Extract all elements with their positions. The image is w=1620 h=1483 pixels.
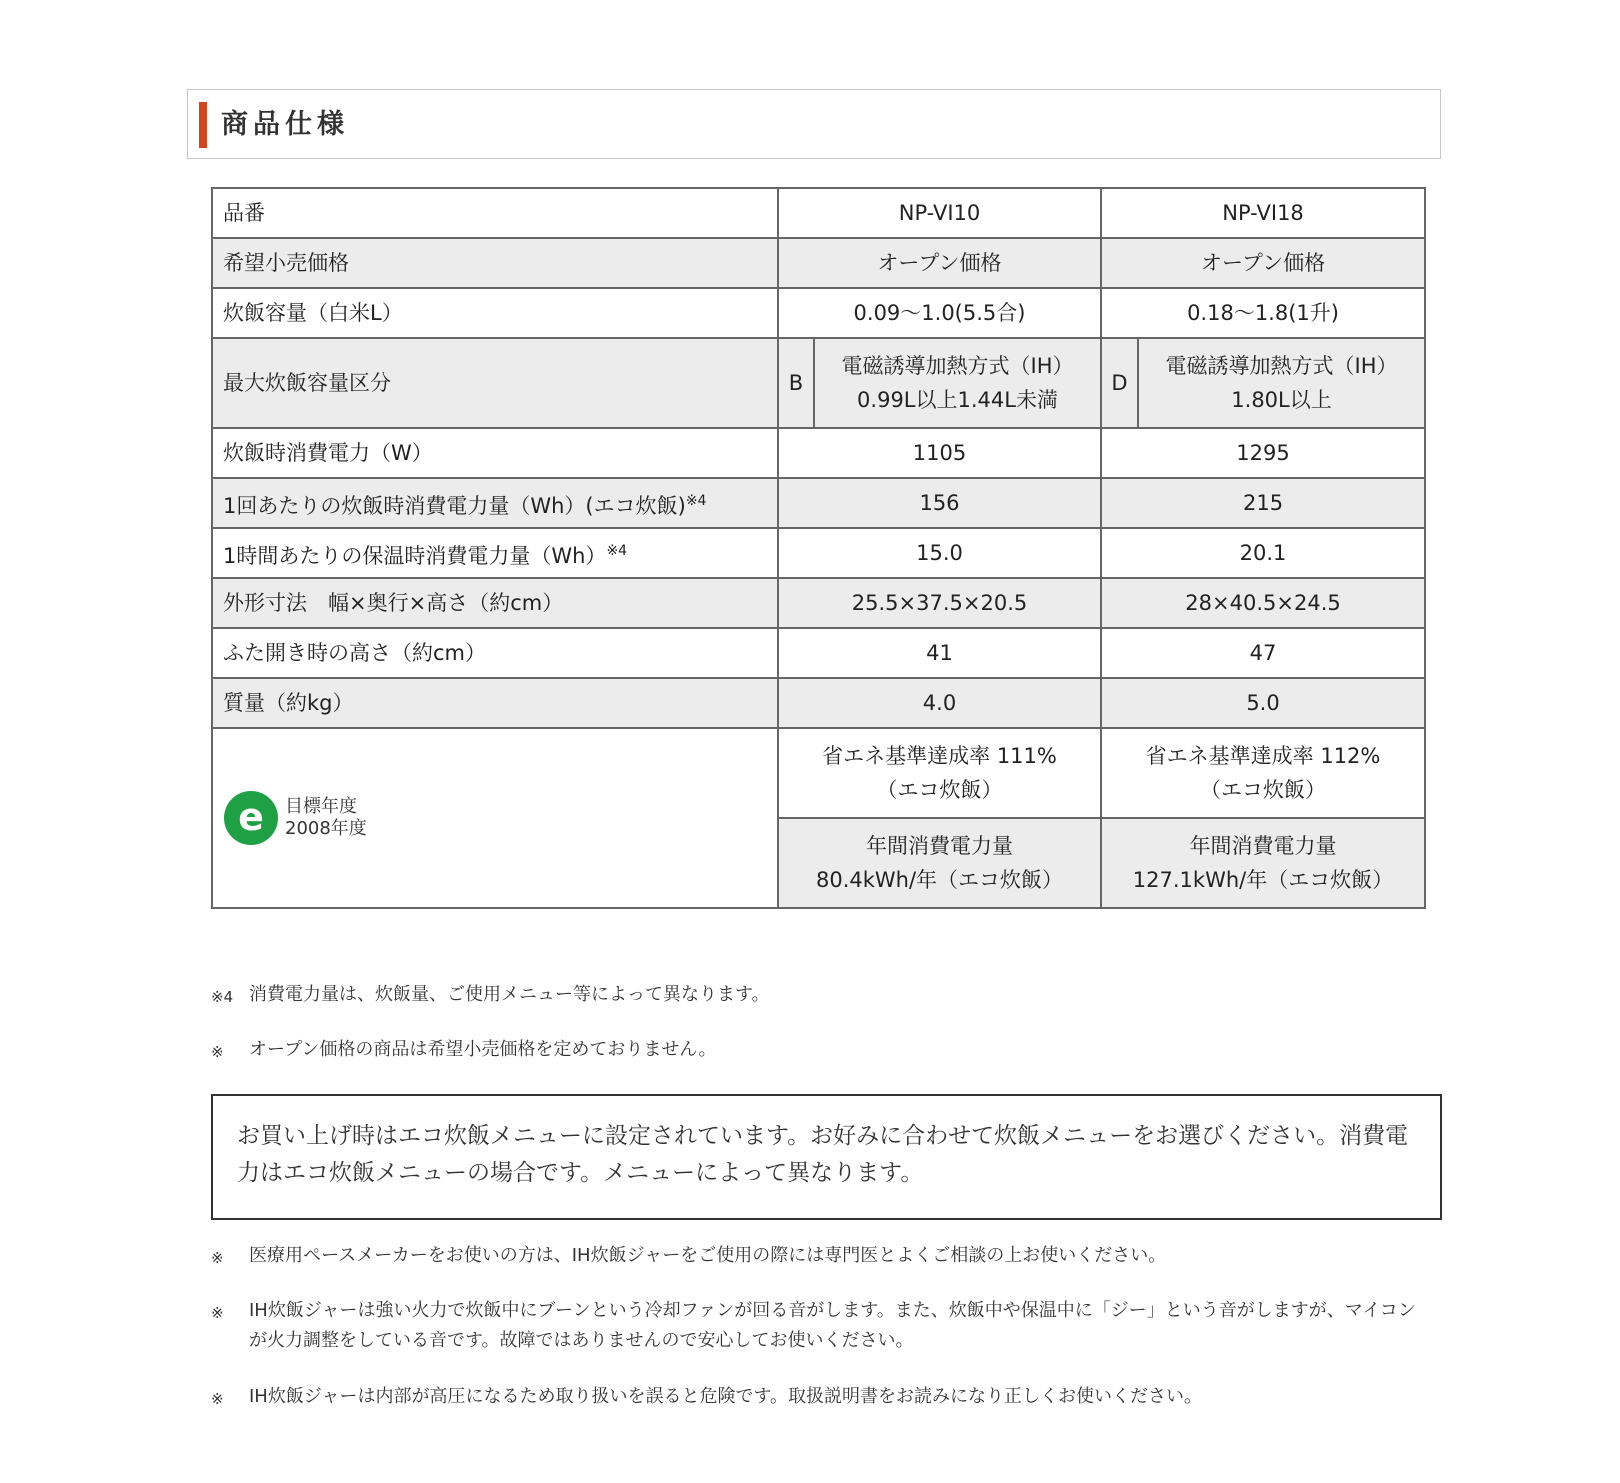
eco-mark-cell	[212, 728, 778, 908]
header-model-vi18: NP-VI18	[1101, 188, 1425, 238]
cell-line: 省エネ基準達成率 112%	[1145, 744, 1381, 768]
cell-vi18	[1138, 338, 1425, 428]
table-row	[212, 338, 1425, 428]
cell-line: （エコ炊飯）	[876, 778, 1003, 802]
cell-vi18: オープン価格	[1101, 238, 1425, 288]
cell-vi10: 25.5×37.5×20.5	[778, 578, 1101, 628]
cell-line: 80.4kWh/年（エコ炊飯）	[815, 868, 1064, 892]
cell-vi10: 4.0	[778, 678, 1101, 728]
cell-line: （エコ炊飯）	[1200, 778, 1327, 802]
note-mark: ※	[211, 1043, 224, 1061]
eco-target-year	[285, 796, 367, 840]
cell-vi18: 1295	[1101, 428, 1425, 478]
note-mark: ※	[211, 1249, 224, 1267]
table-row	[212, 288, 1425, 338]
grade-vi18: D	[1101, 338, 1138, 428]
cell-vi18: 0.18〜1.8(1升)	[1101, 288, 1425, 338]
footnote-ref: ※4	[606, 542, 628, 559]
row-label: 炊飯容量（白米L）	[212, 288, 778, 338]
energy-saving-mark	[223, 790, 767, 846]
cell-vi18: 28×40.5×24.5	[1101, 578, 1425, 628]
cell-vi10: 41	[778, 628, 1101, 678]
eco-menu-notice: お買い上げ時はエコ炊飯メニューに設定されています。お好みに合わせて炊飯メニューをお選びください。消費電力はエコ炊飯メニューの場合です。メニューによって異なります。	[211, 1094, 1442, 1220]
note-text: 医療用ペースメーカーをお使いの方は、IH炊飯ジャーをご使用の際には専門医とよくご相談の上お使いください。	[249, 1245, 1167, 1266]
cell-vi10	[814, 338, 1101, 428]
note-text: 消費電力量は、炊飯量、ご使用メニュー等によって異なります。	[249, 984, 770, 1005]
cell-line: 0.99L以上1.44L未満	[857, 388, 1058, 412]
table-row	[212, 188, 1425, 238]
row-label: 希望小売価格	[212, 238, 778, 288]
cell-line: 年間消費電力量	[1189, 834, 1337, 858]
row-label	[212, 528, 778, 578]
cell-vi10: 0.09〜1.0(5.5合)	[778, 288, 1101, 338]
heading-accent-bar	[199, 102, 207, 148]
row-label-text: 1回あたりの炊飯時消費電力量（Wh）(エコ炊飯)	[223, 493, 686, 518]
eco-target-label: 目標年度	[285, 796, 357, 817]
header-label: 品番	[212, 188, 778, 238]
cell-vi18: 47	[1101, 628, 1425, 678]
eco-rate-vi10	[778, 728, 1101, 818]
header-model-vi10: NP-VI10	[778, 188, 1101, 238]
cell-vi10: 1105	[778, 428, 1101, 478]
note-text: IH炊飯ジャーは強い火力で炊飯中にブーンという冷却ファンが回る音がします。また、炊飯中や保温中に「ジー」という音がしますが、マイコンが火力調整をしている音です。故障ではありませんので安心してお使いください。	[249, 1300, 1416, 1351]
spec-table	[211, 187, 1426, 909]
cell-line: 年間消費電力量	[866, 834, 1013, 858]
row-label: 炊飯時消費電力（W）	[212, 428, 778, 478]
cell-vi10: 156	[778, 478, 1101, 528]
cell-line: 127.1kWh/年（エコ炊飯）	[1132, 868, 1394, 892]
eco-rate-vi18	[1101, 728, 1425, 818]
cell-line: 省エネ基準達成率 111%	[822, 744, 1057, 768]
table-row	[212, 628, 1425, 678]
row-label	[212, 478, 778, 528]
table-row	[212, 238, 1425, 288]
annual-power-vi10	[778, 818, 1101, 908]
table-row	[212, 478, 1425, 528]
table-row	[212, 578, 1425, 628]
footnote-ref: ※4	[685, 492, 707, 509]
annual-power-vi18	[1101, 818, 1425, 908]
table-row	[212, 728, 1425, 818]
table-row	[212, 678, 1425, 728]
cell-vi10: オープン価格	[778, 238, 1101, 288]
cell-line: 1.80L以上	[1231, 388, 1332, 412]
cell-vi18: 20.1	[1101, 528, 1425, 578]
cell-line: 電磁誘導加熱方式（IH）	[841, 354, 1074, 378]
eco-leaf-icon	[223, 790, 279, 846]
cell-vi10: 15.0	[778, 528, 1101, 578]
note-text: IH炊飯ジャーは内部が高圧になるため取り扱いを誤ると危険です。取扱説明書をお読みになり正しくお使いください。	[249, 1386, 1203, 1407]
note-mark: ※	[211, 1390, 224, 1408]
page-title: 商品仕様	[221, 109, 349, 140]
row-label: 外形寸法 幅×奥行×高さ（約cm）	[212, 578, 778, 628]
section-heading	[187, 89, 1441, 159]
cell-vi18: 215	[1101, 478, 1425, 528]
eco-mark-letter: e	[238, 795, 264, 839]
cell-line: 電磁誘導加熱方式（IH）	[1165, 354, 1398, 378]
row-label: 最大炊飯容量区分	[212, 338, 778, 428]
table-row	[212, 428, 1425, 478]
eco-target-value: 2008年度	[285, 818, 367, 839]
note-mark: ※	[211, 1304, 224, 1322]
note-text: オープン価格の商品は希望小売価格を定めておりません。	[249, 1039, 717, 1060]
row-label: ふた開き時の高さ（約cm）	[212, 628, 778, 678]
row-label: 質量（約kg）	[212, 678, 778, 728]
table-row	[212, 528, 1425, 578]
cell-vi18: 5.0	[1101, 678, 1425, 728]
row-label-text: 1時間あたりの保温時消費電力量（Wh）	[223, 543, 607, 568]
grade-vi10: B	[778, 338, 814, 428]
note-mark: ※4	[211, 988, 234, 1006]
